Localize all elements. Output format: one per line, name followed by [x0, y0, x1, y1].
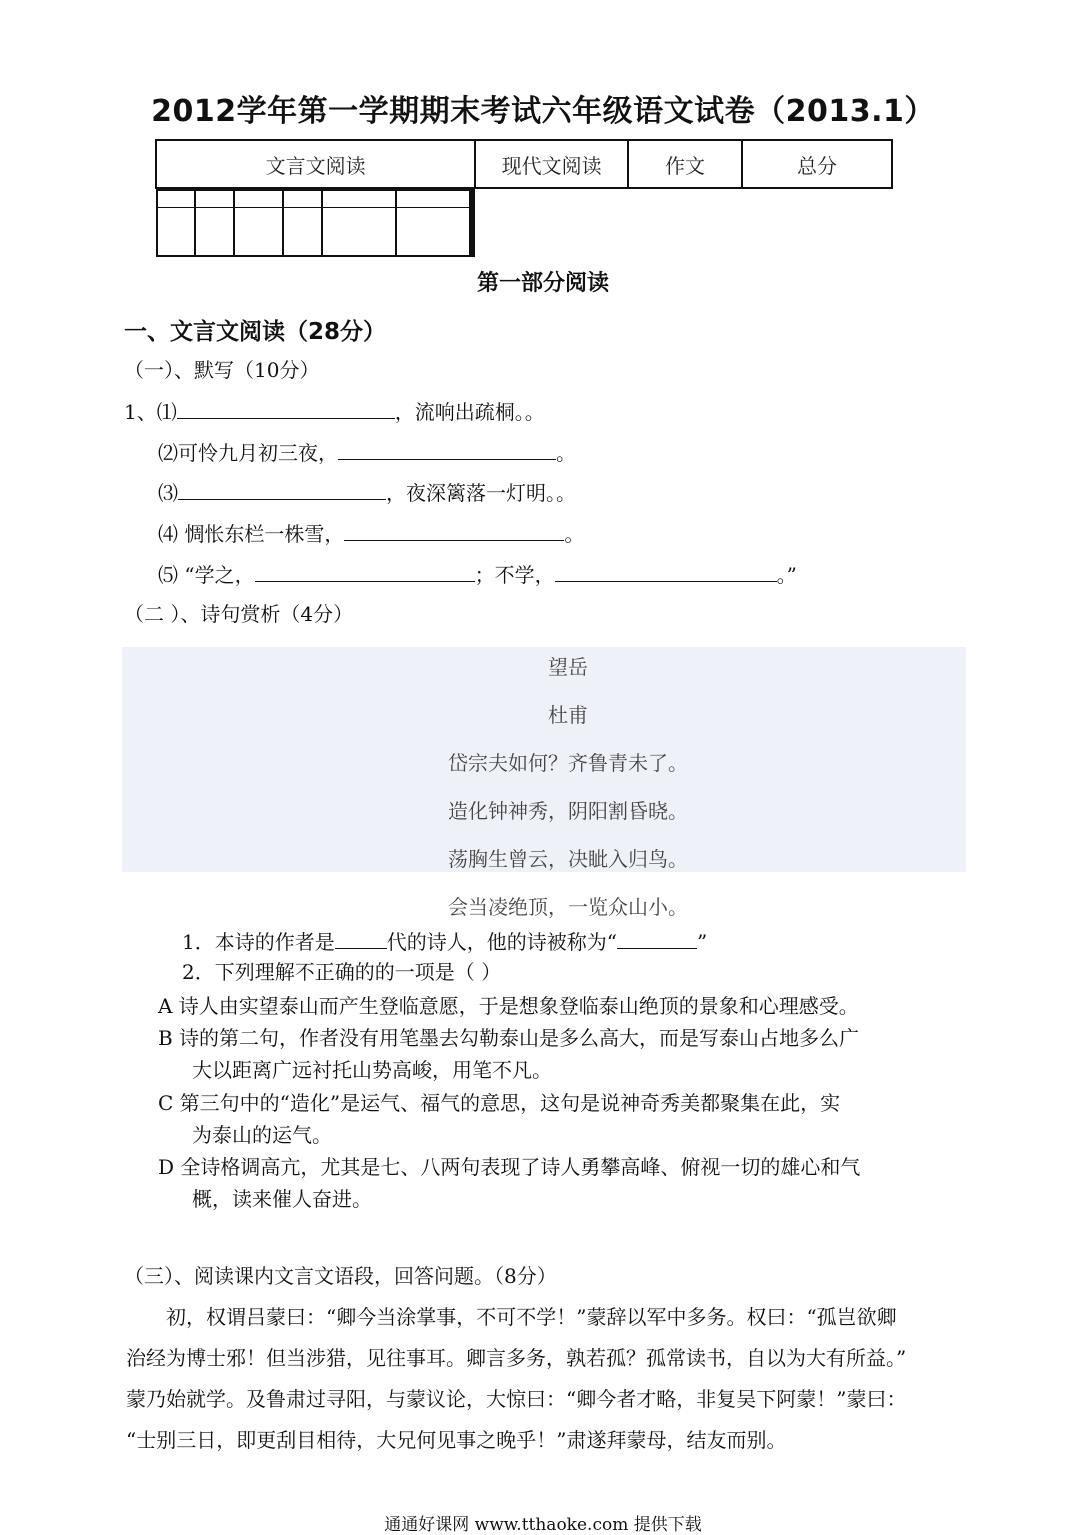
- subsection-passage: （三）、阅读课内文言文语段，回答问题。（8分）: [124, 1264, 557, 1288]
- score-table: [155, 139, 893, 212]
- question-1: [182, 926, 707, 955]
- dictation-item-5: [158, 559, 797, 588]
- option-d-continued: 概，读来催人奋进。: [192, 1187, 372, 1211]
- score-header-total: 总分: [742, 140, 892, 188]
- poem-line: 荡胸生曾云，决眦入归鸟。: [448, 847, 688, 871]
- question-text: 1．本诗的作者是: [182, 930, 335, 954]
- answer-blank[interactable]: [178, 481, 386, 500]
- dictation-suffix: 。: [556, 441, 576, 465]
- option-c-continued: 为泰山的运气。: [192, 1123, 332, 1147]
- subsection-dictation: （一）、默写（10分）: [124, 358, 320, 382]
- dictation-suffix: 。”: [776, 563, 797, 587]
- option-d: D 全诗格调高亢，尤其是七、八两句表现了诗人勇攀高峰、俯视一切的雄心和气: [158, 1155, 861, 1179]
- dictation-item-4: [158, 518, 584, 547]
- dictation-prefix: 1、⑴: [124, 400, 177, 424]
- answer-blank[interactable]: [255, 563, 475, 582]
- score-cell[interactable]: [396, 190, 470, 256]
- page-title: 2012学年第一学期期末考试六年级语文试卷（2013.1）: [151, 94, 935, 129]
- score-cell[interactable]: [195, 190, 234, 256]
- section-heading: 一、文言文阅读（28分）: [124, 319, 387, 345]
- passage-line: 初，权谓吕蒙曰：“卿今当涂掌事，不可不学！”蒙辞以军中多务。权曰：“孤岂欲卿: [166, 1305, 897, 1329]
- dictation-suffix: 。: [564, 522, 585, 546]
- score-cell[interactable]: [283, 190, 322, 256]
- score-header-modern: 现代文阅读: [475, 140, 628, 188]
- poem-line: 造化钟神秀，阴阳割昏晓。: [448, 799, 688, 823]
- dictation-item-1: [124, 396, 545, 425]
- score-header-classical: 文言文阅读: [156, 140, 475, 188]
- dictation-prefix: ⑵可怜九月初三夜，: [158, 441, 338, 465]
- dictation-prefix: ⑸ “学之，: [158, 563, 255, 587]
- dictation-suffix: ，夜深篱落一灯明。。: [386, 481, 576, 505]
- passage-line: “士别三日，即更刮目相待，大兄何见事之晚乎！”肃遂拜蒙母，结友而别。: [126, 1428, 787, 1452]
- option-a: A 诗人由实望泰山而产生登临意愿，于是想象登临泰山绝顶的景象和心理感受。: [158, 994, 859, 1018]
- dictation-suffix: ，流响出疏桐。。: [394, 400, 545, 424]
- dictation-item-2: [158, 437, 576, 466]
- score-cell[interactable]: [234, 190, 282, 256]
- passage-line: 治经为博士邪！但当涉猎，见往事耳。卿言多务，孰若孤？孤常读书，自以为大有所益。”: [126, 1346, 907, 1370]
- answer-blank[interactable]: [338, 441, 556, 460]
- dictation-item-3: [158, 477, 576, 506]
- passage-line: 蒙乃始就学。及鲁肃过寻阳，与蒙议论，大惊曰：“卿今者才略，非复吴下阿蒙！”蒙曰：: [126, 1387, 907, 1411]
- answer-blank[interactable]: [344, 522, 564, 541]
- score-table-header-row: [156, 140, 892, 188]
- question-2: 2．下列理解不正确的的一项是（ ）: [182, 960, 502, 984]
- option-b: B 诗的第二句，作者没有用笔墨去勾勒泰山是多么高大，而是写泰山占地多么广: [158, 1026, 860, 1050]
- option-c: C 第三句中的“造化”是运气、福气的意思，这句是说神奇秀美都聚集在此，实: [158, 1091, 841, 1115]
- subsection-poem: （二 ）、诗句赏析（4分）: [124, 602, 354, 626]
- score-cell[interactable]: [157, 190, 195, 256]
- answer-blank[interactable]: [617, 930, 697, 949]
- question-text: 代的诗人，他的诗被称为“: [386, 930, 617, 954]
- score-cell[interactable]: [472, 190, 474, 256]
- footer: 通通好课网 www.tthaoke.com 提供下载: [384, 1515, 702, 1535]
- answer-blank[interactable]: [555, 563, 777, 582]
- answer-blank[interactable]: [177, 400, 395, 419]
- dictation-prefix: ⑶: [158, 481, 178, 505]
- poem-line: 会当凌绝顶，一览众山小。: [448, 895, 688, 919]
- dictation-mid: ；不学，: [474, 563, 555, 587]
- score-cell[interactable]: [322, 190, 396, 256]
- part-title: 第一部分阅读: [476, 271, 609, 296]
- poem-author: 杜甫: [548, 703, 588, 727]
- dictation-prefix: ⑷ 惆怅东栏一株雪，: [158, 522, 345, 546]
- poem-title: 望岳: [548, 655, 588, 679]
- question-text: ”: [696, 930, 708, 954]
- score-table-blank-row: [156, 189, 475, 208]
- score-header-composition: 作文: [628, 140, 742, 188]
- answer-blank[interactable]: [335, 930, 387, 949]
- option-b-continued: 大以距离广远衬托山势高峻，用笔不凡。: [192, 1058, 552, 1082]
- poem-line: 岱宗夫如何？齐鲁青未了。: [448, 751, 688, 775]
